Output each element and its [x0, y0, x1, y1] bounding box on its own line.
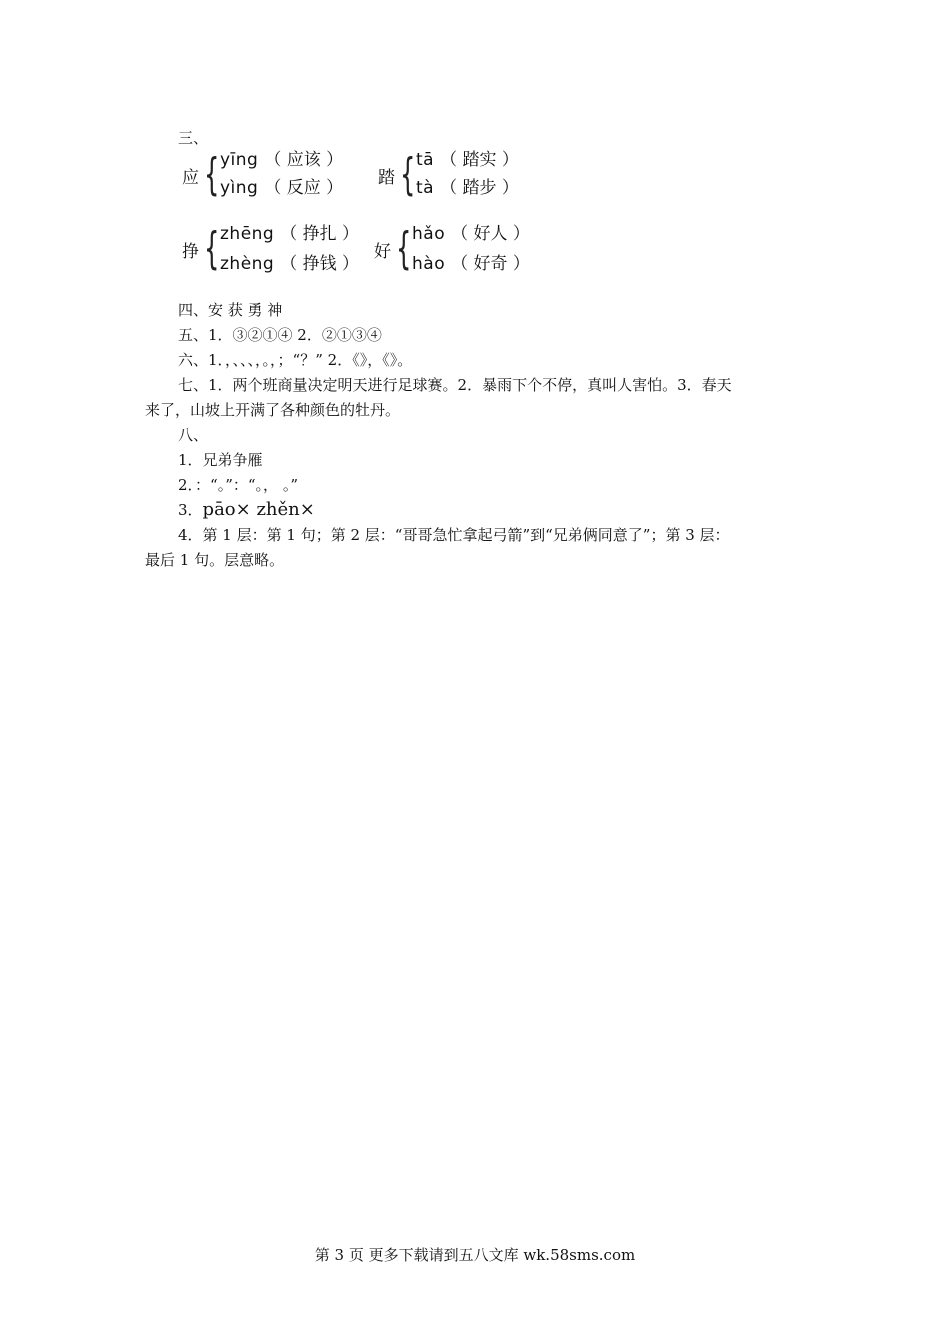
brace-icon: {: [396, 223, 412, 274]
polyphone-char: 踏: [378, 168, 395, 188]
section-6-answers: 六、1．，、、、，。，；“？” 2．《》，《》。: [178, 351, 413, 369]
polyphone-char: 应: [182, 168, 199, 188]
polyphone-char: 挣: [182, 242, 199, 262]
section-8-item-4-line2: 最后 1 句。层意略。: [145, 551, 285, 569]
section-8-item-4-line1: 4．第 1 层：第 1 句；第 2 层：“哥哥急忙拿起弓箭”到“兄弟俩同意了”；第 3 层：: [178, 526, 730, 544]
section-8-item-2: 2．：“。”：“。， 。”: [178, 476, 298, 494]
reading-row-1: zhēng （ 挣扎 ）: [220, 224, 360, 244]
page-footer: 第 3 页 更多下载请到五八文库 wk.58sms.com: [314, 1246, 636, 1264]
polyphone-char: 好: [374, 242, 391, 262]
brace-icon: {: [204, 149, 220, 200]
section-3-label: 三、: [178, 129, 209, 147]
section-5-answers: 五、1．③②①④ 2．②①③④: [178, 326, 382, 344]
reading-row-2: yìng （ 反应 ）: [220, 178, 344, 198]
section-8-item-3: 3．pāo× zhěn×: [178, 499, 315, 520]
section-7-answers-line2: 来了，山坡上开满了各种颜色的牡丹。: [145, 401, 401, 419]
reading-row-2: hào （ 好奇 ）: [412, 254, 530, 274]
reading-row-1: tā （ 踏实 ）: [416, 150, 519, 170]
reading-row-2: tà （ 踏步 ）: [416, 178, 519, 198]
section-4-answers: 四、安 获 勇 神: [178, 301, 283, 319]
reading-row-2: zhèng （ 挣钱 ）: [220, 254, 360, 274]
brace-icon: {: [400, 149, 416, 200]
section-8-label: 八、: [178, 426, 209, 444]
reading-row-1: yīng （ 应该 ）: [220, 150, 344, 170]
pinyin-answer: pāo× zhěn×: [202, 499, 315, 520]
section-8-item-1: 1．兄弟争雁: [178, 451, 263, 469]
section-7-answers-line1: 七、1．两个班商量决定明天进行足球赛。2．暴雨下个不停，真叫人害怕。3．春天: [178, 376, 732, 394]
reading-row-1: hǎo （ 好人 ）: [412, 224, 530, 244]
brace-icon: {: [204, 223, 220, 274]
